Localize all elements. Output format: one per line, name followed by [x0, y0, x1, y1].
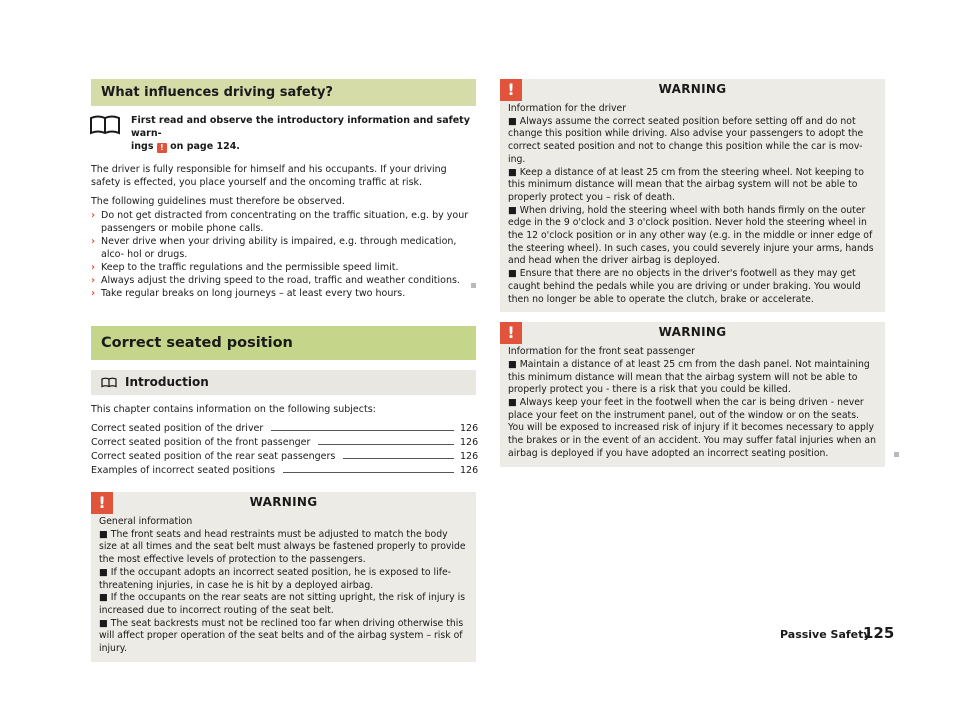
list-item: › Take regular breaks on long journeys – at least every two hours. — [91, 287, 476, 300]
footer-section-title: Passive Safety — [780, 628, 871, 641]
toc-entry[interactable]: Examples of incorrect seated positions 126 — [91, 465, 479, 476]
book-icon — [101, 377, 117, 388]
right-column — [500, 79, 885, 467]
warning-body: Information for the driver ■ Always assume the correct seated position before setting off and do not change this position while driving. Also advise your passengers to adopt the correct seated position and not to change this position while the car is mov- ing. ■ Keep a distance of at least 25 cm from the steering wheel. Not keeping to this minimum distance will mean that the airbag system will not be able to properly protect you – risk of death. ■ When driving, hold the steering wheel with both hands firmly on the outer edge in the 9 o'clock and 3 o'clock position. Never hold the steering wheel in the 12 o'clock position or in any other way (e.g. in the middle or inner edge of the steering wheel). In such cases, you could severely injure your arms, hands and head when the driver airbag is deployed. ■ Ensure that there are no objects in the driver's footwell as they may get caught behind the pedals while you are driving or under braking. You would then no longer be able to operate the clutch, brake or accelerate. — [508, 103, 874, 305]
warning-box — [500, 322, 885, 466]
paragraph: The following guidelines must therefore be observed. — [91, 196, 345, 207]
bullet-square-icon: ■ — [508, 204, 517, 216]
warning-box — [91, 492, 476, 662]
read-first-text: First read and observe the introductory information and safety warn- ings ! on page 124. — [131, 115, 470, 152]
warning-title: WARNING — [658, 325, 727, 340]
read-first-note — [91, 114, 476, 153]
warning-body: General information ■ The front seats and head restraints must be adjusted to match the body size at all times and the seat belt must always be fastened properly to provide the most effective levels of protection to the passengers. ■ If the occupant adopts an incorrect seated position, he is exposed to life- threatening injuries, in case he is hit by a deployed airbag. ■ If the occupants on the rear seats are not sitting upright, the risk of injury is increased due to incorrect routing of the seat belt. ■ The seat backrests must not be reclined too far when driving otherwise this will affect proper operation of the seat belts and of the airbag system – risk of injury. — [99, 516, 466, 655]
list-item: › Do not get distracted from concentrating on the traffic situation, e.g. by your passengers or mobile phone calls. — [91, 210, 469, 234]
chapter-title: Correct seated position — [91, 326, 476, 360]
bullet-square-icon: ■ — [99, 592, 108, 604]
left-column — [91, 79, 479, 662]
warning-icon: ! — [157, 143, 167, 153]
toc-entry[interactable]: Correct seated position of the rear seat passengers 126 — [91, 451, 479, 462]
chevron-right-icon: › — [91, 210, 96, 221]
bullet-square-icon: ■ — [99, 528, 108, 540]
bullet-square-icon: ■ — [508, 268, 517, 280]
end-marker-icon — [894, 452, 899, 457]
list-item: › Never drive when your driving ability is impaired, e.g. through medication, alco- hol or drugs. — [91, 236, 457, 260]
intro-title: Introduction — [125, 375, 209, 389]
warning-icon: ! — [91, 492, 113, 514]
warning-title: WARNING — [249, 495, 318, 509]
bullet-square-icon: ■ — [99, 617, 108, 629]
intro-header — [91, 370, 476, 395]
guidelines-list — [91, 209, 476, 300]
chevron-right-icon: › — [91, 288, 96, 299]
chevron-right-icon: › — [91, 275, 96, 286]
end-marker-icon — [471, 283, 476, 288]
bullet-square-icon: ■ — [508, 166, 517, 178]
toc-entry[interactable]: Correct seated position of the driver 126 — [91, 423, 479, 434]
warning-title: WARNING — [658, 82, 727, 96]
bullet-square-icon: ■ — [508, 358, 517, 370]
toc-entry[interactable]: Correct seated position of the front passenger 126 — [91, 437, 479, 448]
warning-box — [500, 79, 885, 312]
intro-text: This chapter contains information on the following subjects: — [91, 404, 376, 415]
chevron-right-icon: › — [91, 236, 96, 247]
chevron-right-icon: › — [91, 262, 96, 273]
warning-body: Information for the front seat passenger ■ Maintain a distance of at least 25 cm from the dash panel. Not maintaining this minimum distance will mean that the airbag system will not be able to properly protect you - there is a risk that you could be killed. ■ Always keep your feet in the footwell when the car is being driven - never place your feet on the instrument panel, out of the window or on the seats. You will be exposed to increased risk of injury if it becomes necessary to apply the brakes or in the event of an accident. You may suffer fatal injuries when an airbag is deployed if you have adopted an incorrect seating position. — [508, 346, 876, 459]
bullet-square-icon: ■ — [508, 115, 517, 127]
paragraph: The driver is fully responsible for himself and his occupants. If your driving safety is effected, you place yourself and the oncoming traffic at risk. — [91, 164, 447, 188]
page-number: 125 — [863, 624, 895, 642]
bullet-square-icon: ■ — [508, 397, 517, 409]
book-icon — [89, 114, 121, 136]
list-item: › Always adjust the driving speed to the road, traffic and weather conditions. — [91, 275, 460, 286]
section-title: What influences driving safety? — [91, 79, 476, 106]
list-item: › Keep to the traffic regulations and the permissible speed limit. — [91, 262, 399, 273]
bullet-square-icon: ■ — [99, 566, 108, 578]
warning-icon: ! — [500, 79, 522, 101]
table-of-contents — [91, 422, 479, 478]
warning-icon: ! — [500, 322, 522, 344]
